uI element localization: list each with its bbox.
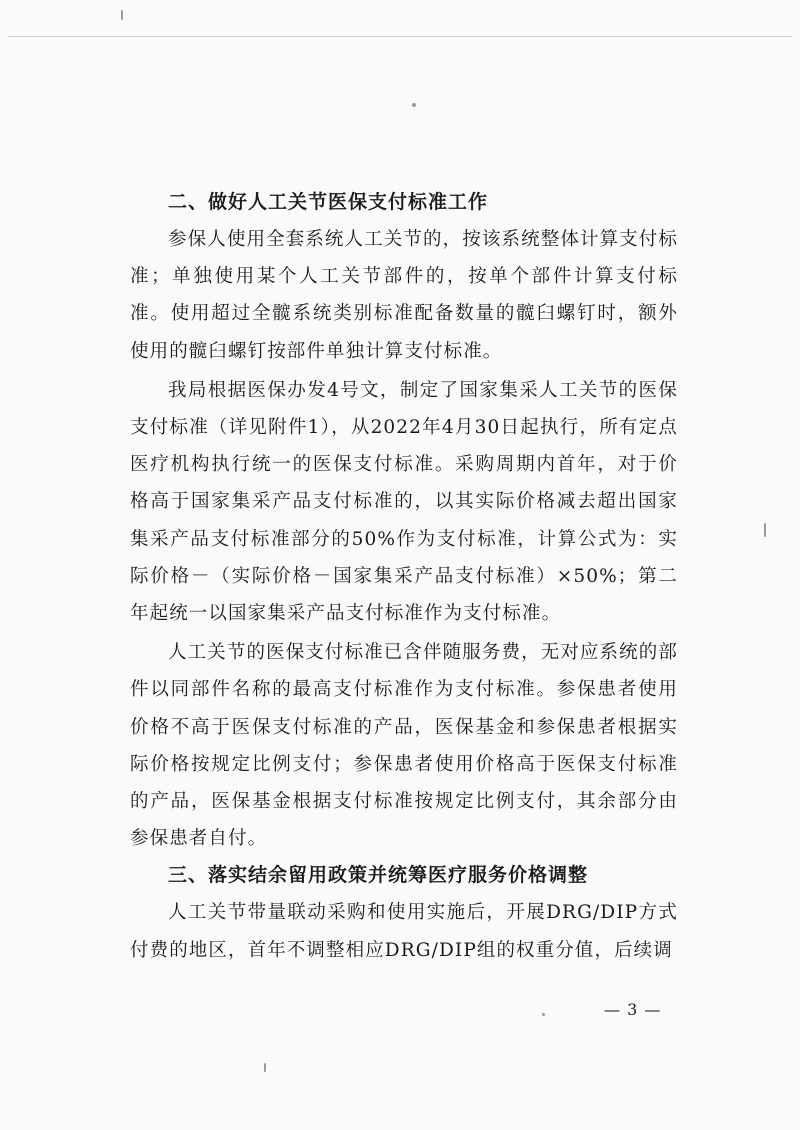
paragraph: 人工关节的医保支付标准已含伴随服务费，无对应系统的部件以同部件名称的最高支付标准作为支付标准。参保患者使用价格不高于医保支付标准的产品，医保基金和参保患者根据实际价格按规定比例支付；参保患者使用价格高于医保支付标准的产品，医保基金根据支付标准按规定比例支付，其余部分由参保患者自付。: [130, 642, 678, 850]
section-heading: 二、做好人工关节医保支付标准工作: [168, 191, 489, 213]
page-number: — 3 —: [604, 1000, 662, 1019]
paragraph: 参保人使用全套系统人工关节的，按该系统整体计算支付标准；单独使用某个人工关节部件的，按单个部件计算支付标准。使用超过全髋系统类别标准配备数量的髋臼螺钉时，额外使用的髋臼螺钉按部件单独计算支付标准。: [130, 229, 678, 362]
scan-speck: [764, 523, 766, 537]
scan-speck: [542, 1013, 545, 1016]
document-body: [130, 184, 678, 969]
paragraph: 我局根据医保办发4号文，制定了国家集采人工关节的医保支付标准（详见附件1），从2022年4月30日起执行，所有定点医疗机构执行统一的医保支付标准。采购周期内首年，对于价格高于国家集采产品支付标准的，以其实际价格减去超出国家集采产品支付标准部分的50%作为支付标准，计算公式为：实际价格－（实际价格－国家集采产品支付标准）×50%；第二年起统一以国家集采产品支付标准作为支付标准。: [130, 379, 678, 625]
scan-speck: [121, 10, 123, 20]
section-surplus-retention: [130, 857, 678, 968]
paragraph: 人工关节带量联动采购和使用实施后，开展DRG/DIP方式付费的地区，首年不调整相应DRG/DIP组的权重分值，后续调: [130, 902, 678, 961]
section-heading: 三、落实结余留用政策并统筹医疗服务价格调整: [168, 864, 589, 887]
scan-speck: [264, 1063, 266, 1072]
scan-speck: [412, 103, 416, 107]
section-payment-standard: [130, 184, 678, 857]
scan-edge: [8, 36, 792, 37]
